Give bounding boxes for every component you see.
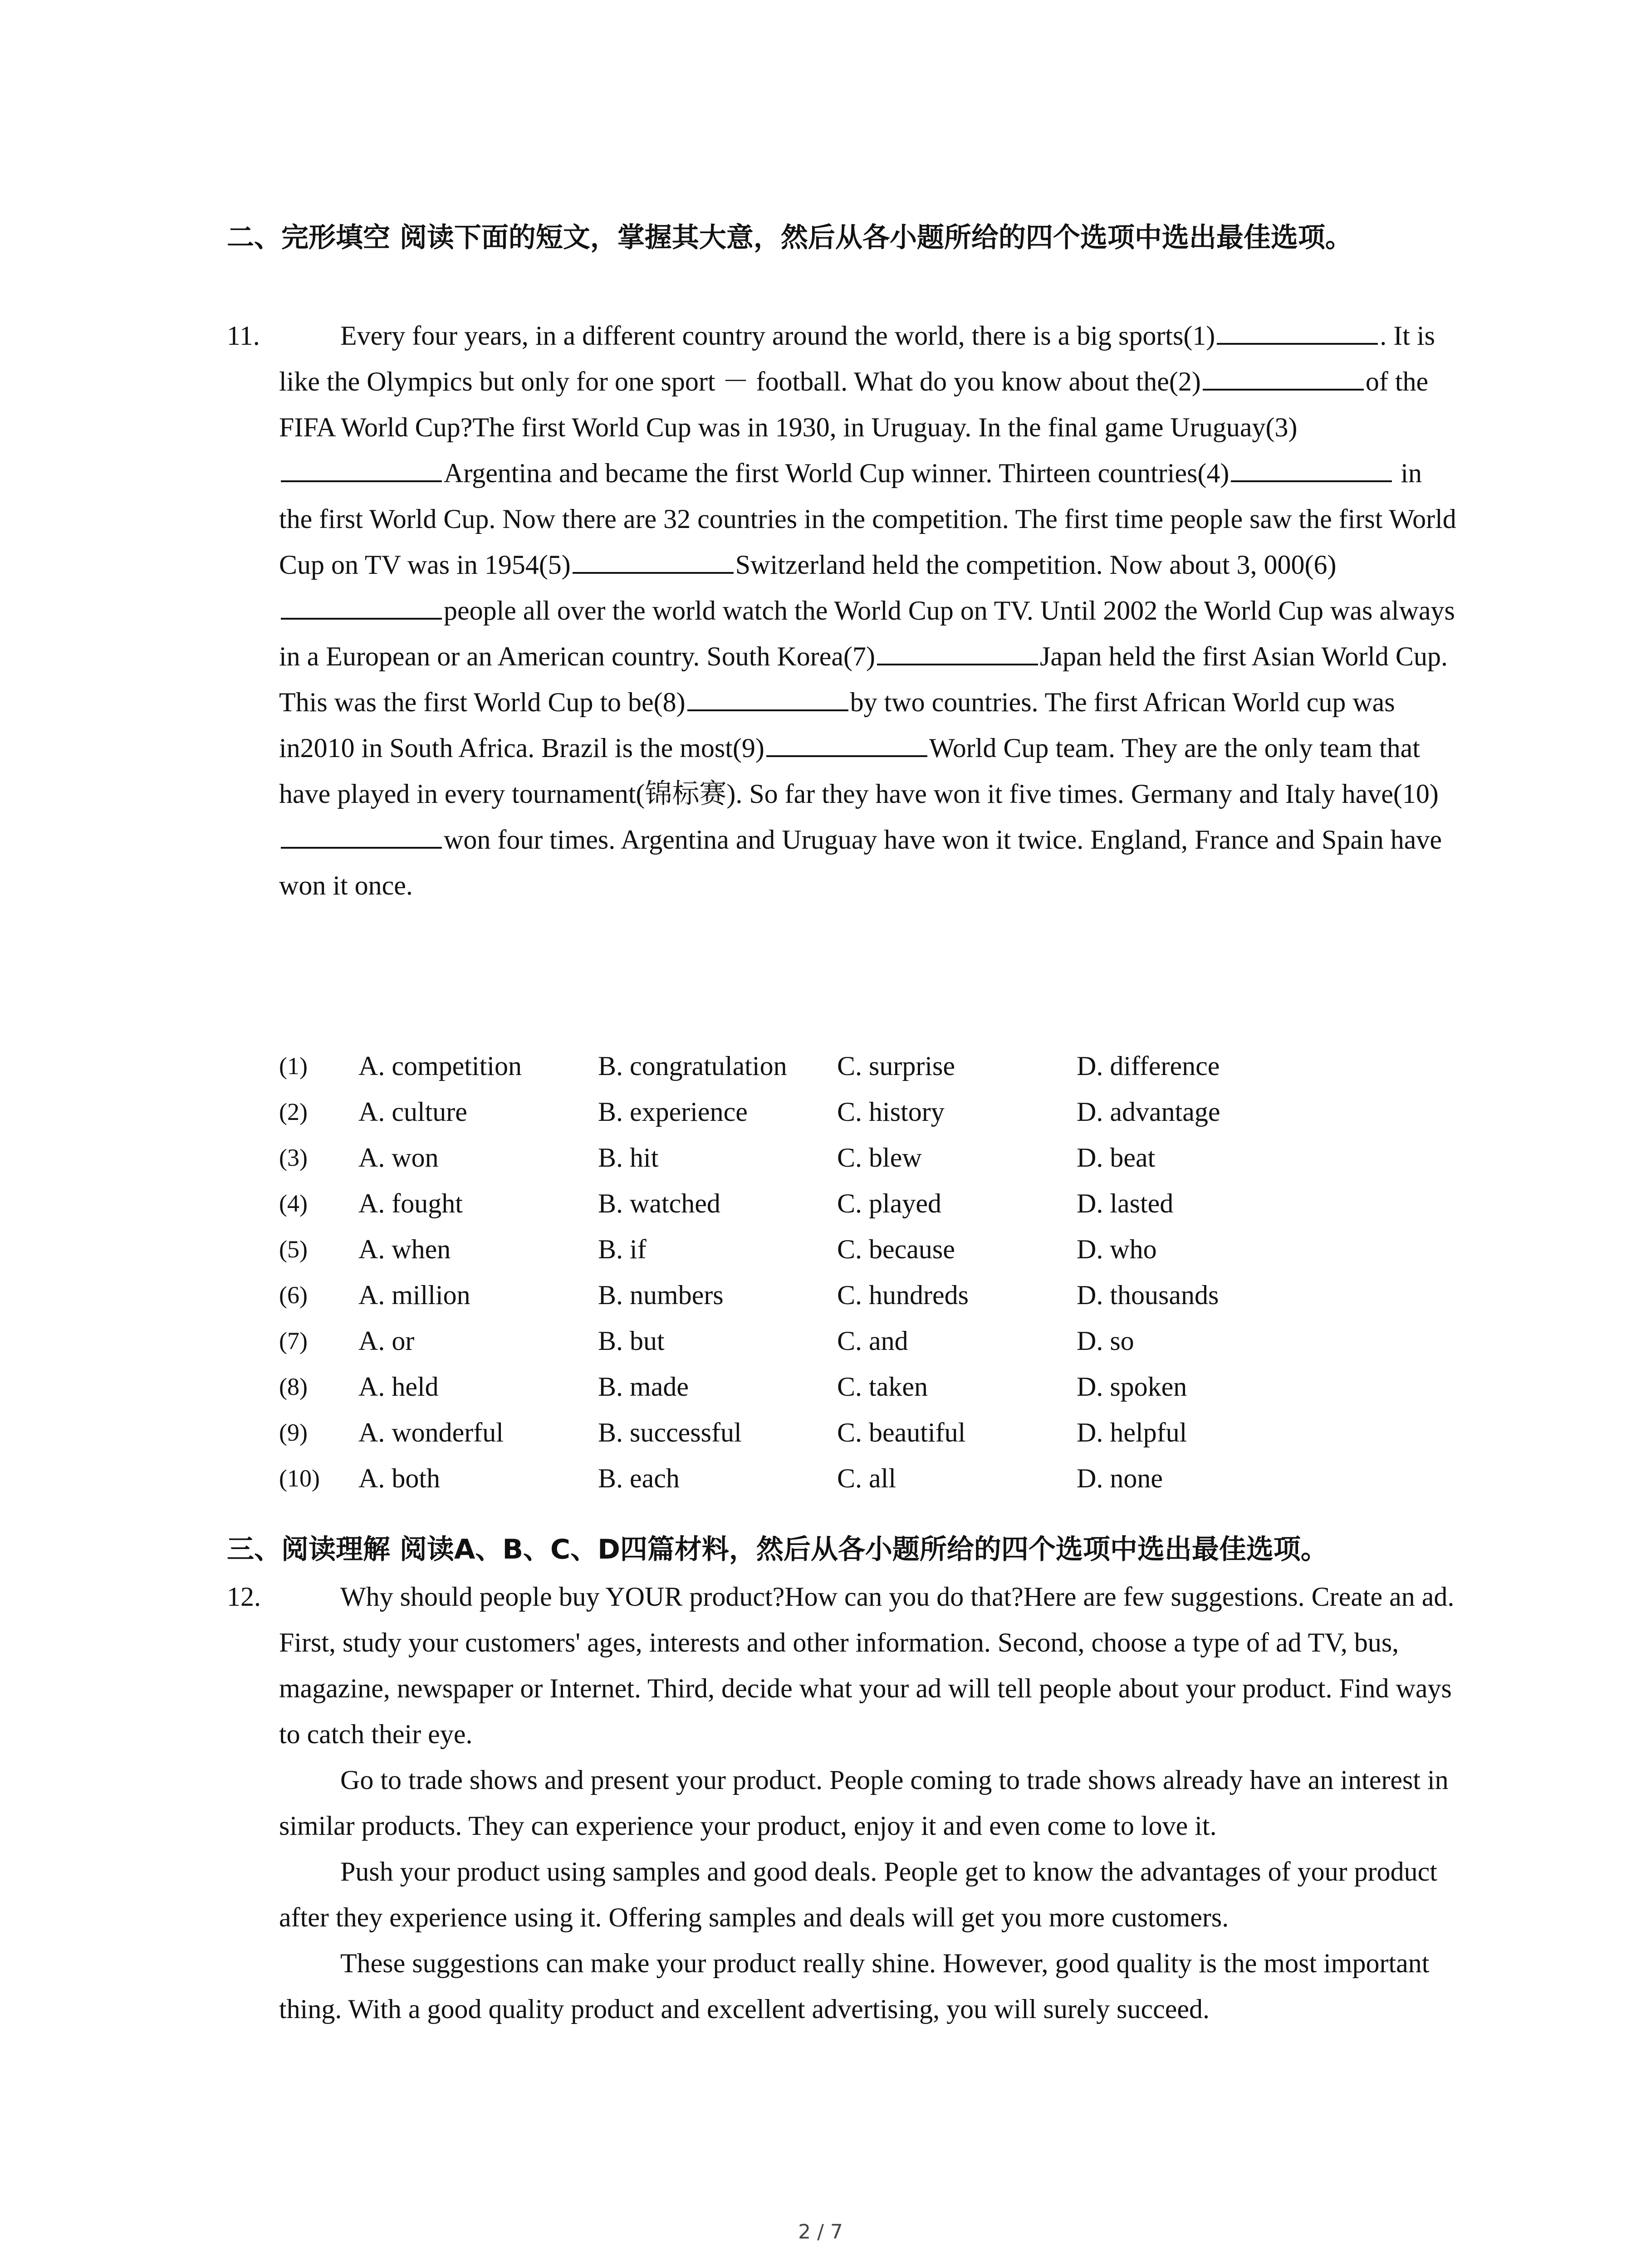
option-d: D. advantage bbox=[1077, 1097, 1220, 1127]
option-number: (7) bbox=[279, 1327, 308, 1354]
option-d: D. beat bbox=[1077, 1143, 1156, 1173]
reading-paragraph-2: Go to trade shows and present your product. People coming to trade shows already have an interest in similar products. They can experience your product, enjoy it and even come to love it. bbox=[279, 1765, 1449, 1841]
question-number-11: 11. bbox=[227, 321, 260, 351]
blank-10 bbox=[281, 818, 442, 849]
passage-text: Argentina and became the first World Cup winner. Thirteen countries(4) bbox=[444, 458, 1230, 488]
blank-5 bbox=[573, 543, 734, 574]
option-c: C. beautiful bbox=[837, 1418, 966, 1447]
option-a: A. culture bbox=[358, 1097, 467, 1127]
option-d: D. none bbox=[1077, 1463, 1163, 1493]
option-row-6 bbox=[279, 1272, 1459, 1318]
option-a: A. both bbox=[358, 1463, 440, 1493]
page-number: 2 / 7 bbox=[798, 2220, 843, 2244]
option-d: D. thousands bbox=[1077, 1280, 1219, 1310]
reading-paragraph-3: Push your product using samples and good deals. People get to know the advantages of your product after they experience using it. Offering samples and deals will get you more customers. bbox=[279, 1857, 1437, 1932]
option-row-1 bbox=[279, 1043, 1459, 1089]
passage-text: Japan held the first Asian World Cup. This was the first World Cup to be(8) bbox=[279, 641, 1448, 717]
option-a: A. wonderful bbox=[358, 1418, 504, 1447]
option-d: D. so bbox=[1077, 1326, 1134, 1356]
passage-text: Every four years, in a different country around the world, there is a big sports(1) bbox=[340, 321, 1215, 351]
option-row-3 bbox=[279, 1135, 1459, 1181]
option-c: C. all bbox=[837, 1463, 896, 1493]
option-c: C. surprise bbox=[837, 1051, 955, 1081]
blank-2 bbox=[1203, 360, 1364, 391]
passage-text: people all over the world watch the World Cup on TV. Until 2002 the World Cup was always in a European or an American country. South Korea(7) bbox=[279, 596, 1455, 671]
reading-passage bbox=[279, 1574, 1459, 2032]
option-b: B. each bbox=[598, 1463, 680, 1493]
section-title-cloze: 二、完形填空 阅读下面的短文，掌握其大意，然后从各小题所给的四个选项中选出最佳选项。 bbox=[227, 222, 1352, 254]
option-c: C. because bbox=[837, 1234, 955, 1264]
option-row-4 bbox=[279, 1181, 1459, 1227]
option-number: (3) bbox=[279, 1144, 308, 1171]
option-row-5 bbox=[279, 1227, 1459, 1272]
passage-text: won four times. Argentina and Uruguay have won it twice. England, France and Spain have won it once. bbox=[279, 825, 1442, 900]
option-b: B. but bbox=[598, 1326, 665, 1356]
option-row-10 bbox=[279, 1456, 1459, 1501]
option-c: C. hundreds bbox=[837, 1280, 969, 1310]
option-number: (9) bbox=[279, 1419, 308, 1446]
option-a: A. fought bbox=[358, 1188, 463, 1218]
option-b: B. experience bbox=[598, 1097, 748, 1127]
option-b: B. numbers bbox=[598, 1280, 724, 1310]
reading-paragraph-1: Why should people buy YOUR product?How can you do that?Here are few suggestions. Create an ad. First, study your customers' ages, interests and other information. Second, choose a type of ad TV, bus, magazine, newspaper or Internet. Third, decide what your ad will tell people about your product. Find ways to catch their eye. bbox=[279, 1582, 1455, 1749]
option-d: D. helpful bbox=[1077, 1418, 1187, 1447]
option-number: (6) bbox=[279, 1281, 308, 1309]
option-b: B. watched bbox=[598, 1188, 720, 1218]
option-number: (1) bbox=[279, 1052, 308, 1080]
option-b: B. successful bbox=[598, 1418, 742, 1447]
passage-text: by two countries. The first African World cup was in2010 in South Africa. Brazil is the most(9) bbox=[279, 687, 1395, 763]
passage-text: . It is like the Olympics but only for one sport － football. What do you know about the(2) bbox=[279, 321, 1435, 396]
option-number: (5) bbox=[279, 1236, 308, 1263]
passage-text: of the FIFA World Cup?The first World Cup was in 1930, in Uruguay. In the final game Uruguay(3) bbox=[279, 367, 1429, 442]
blank-3 bbox=[281, 451, 442, 482]
option-a: A. won bbox=[358, 1143, 439, 1173]
option-row-8 bbox=[279, 1364, 1459, 1410]
option-a: A. when bbox=[358, 1234, 451, 1264]
blank-7 bbox=[877, 635, 1038, 665]
option-c: C. taken bbox=[837, 1372, 928, 1402]
option-row-9 bbox=[279, 1410, 1459, 1456]
question-number-12: 12. bbox=[227, 1582, 261, 1612]
blank-9 bbox=[766, 726, 927, 757]
option-c: C. and bbox=[837, 1326, 908, 1356]
option-b: B. hit bbox=[598, 1143, 659, 1173]
option-a: A. or bbox=[358, 1326, 415, 1356]
cloze-paragraph bbox=[279, 313, 1459, 909]
option-d: D. who bbox=[1077, 1234, 1157, 1264]
reading-paragraph-4: These suggestions can make your product really shine. However, good quality is the most important thing. With a good quality product and excellent advertising, you will surely succeed. bbox=[279, 1948, 1430, 2024]
option-a: A. competition bbox=[358, 1051, 522, 1081]
option-c: C. played bbox=[837, 1188, 941, 1218]
section-title-reading: 三、阅读理解 阅读A、B、C、D四篇材料，然后从各小题所给的四个选项中选出最佳选项。 bbox=[227, 1534, 1328, 1565]
blank-8 bbox=[687, 680, 848, 711]
option-c: C. history bbox=[837, 1097, 945, 1127]
option-number: (10) bbox=[279, 1465, 320, 1492]
option-d: D. spoken bbox=[1077, 1372, 1187, 1402]
blank-6 bbox=[281, 589, 442, 620]
passage-text: in the first World Cup. Now there are 32 countries in the competition. The first time people saw the first World Cup on TV was in 1954(5) bbox=[279, 458, 1456, 580]
blank-4 bbox=[1231, 451, 1392, 482]
option-d: D. difference bbox=[1077, 1051, 1220, 1081]
option-row-7 bbox=[279, 1318, 1459, 1364]
option-a: A. million bbox=[358, 1280, 470, 1310]
cloze-passage bbox=[279, 313, 1459, 909]
option-c: C. blew bbox=[837, 1143, 922, 1173]
option-b: B. congratulation bbox=[598, 1051, 787, 1081]
blank-1 bbox=[1217, 314, 1378, 345]
passage-text: World Cup team. They are the only team that have played in every tournament(锦标赛). So far they have won it five times. Germany and Italy have(10) bbox=[279, 733, 1439, 809]
options-list bbox=[279, 1043, 1459, 1501]
option-row-2 bbox=[279, 1089, 1459, 1135]
option-a: A. held bbox=[358, 1372, 439, 1402]
option-d: D. lasted bbox=[1077, 1188, 1174, 1218]
option-number: (4) bbox=[279, 1190, 308, 1217]
passage-text: Switzerland held the competition. Now about 3, 000(6) bbox=[735, 550, 1337, 580]
option-number: (8) bbox=[279, 1373, 308, 1400]
option-b: B. made bbox=[598, 1372, 689, 1402]
option-b: B. if bbox=[598, 1234, 647, 1264]
option-number: (2) bbox=[279, 1098, 308, 1125]
